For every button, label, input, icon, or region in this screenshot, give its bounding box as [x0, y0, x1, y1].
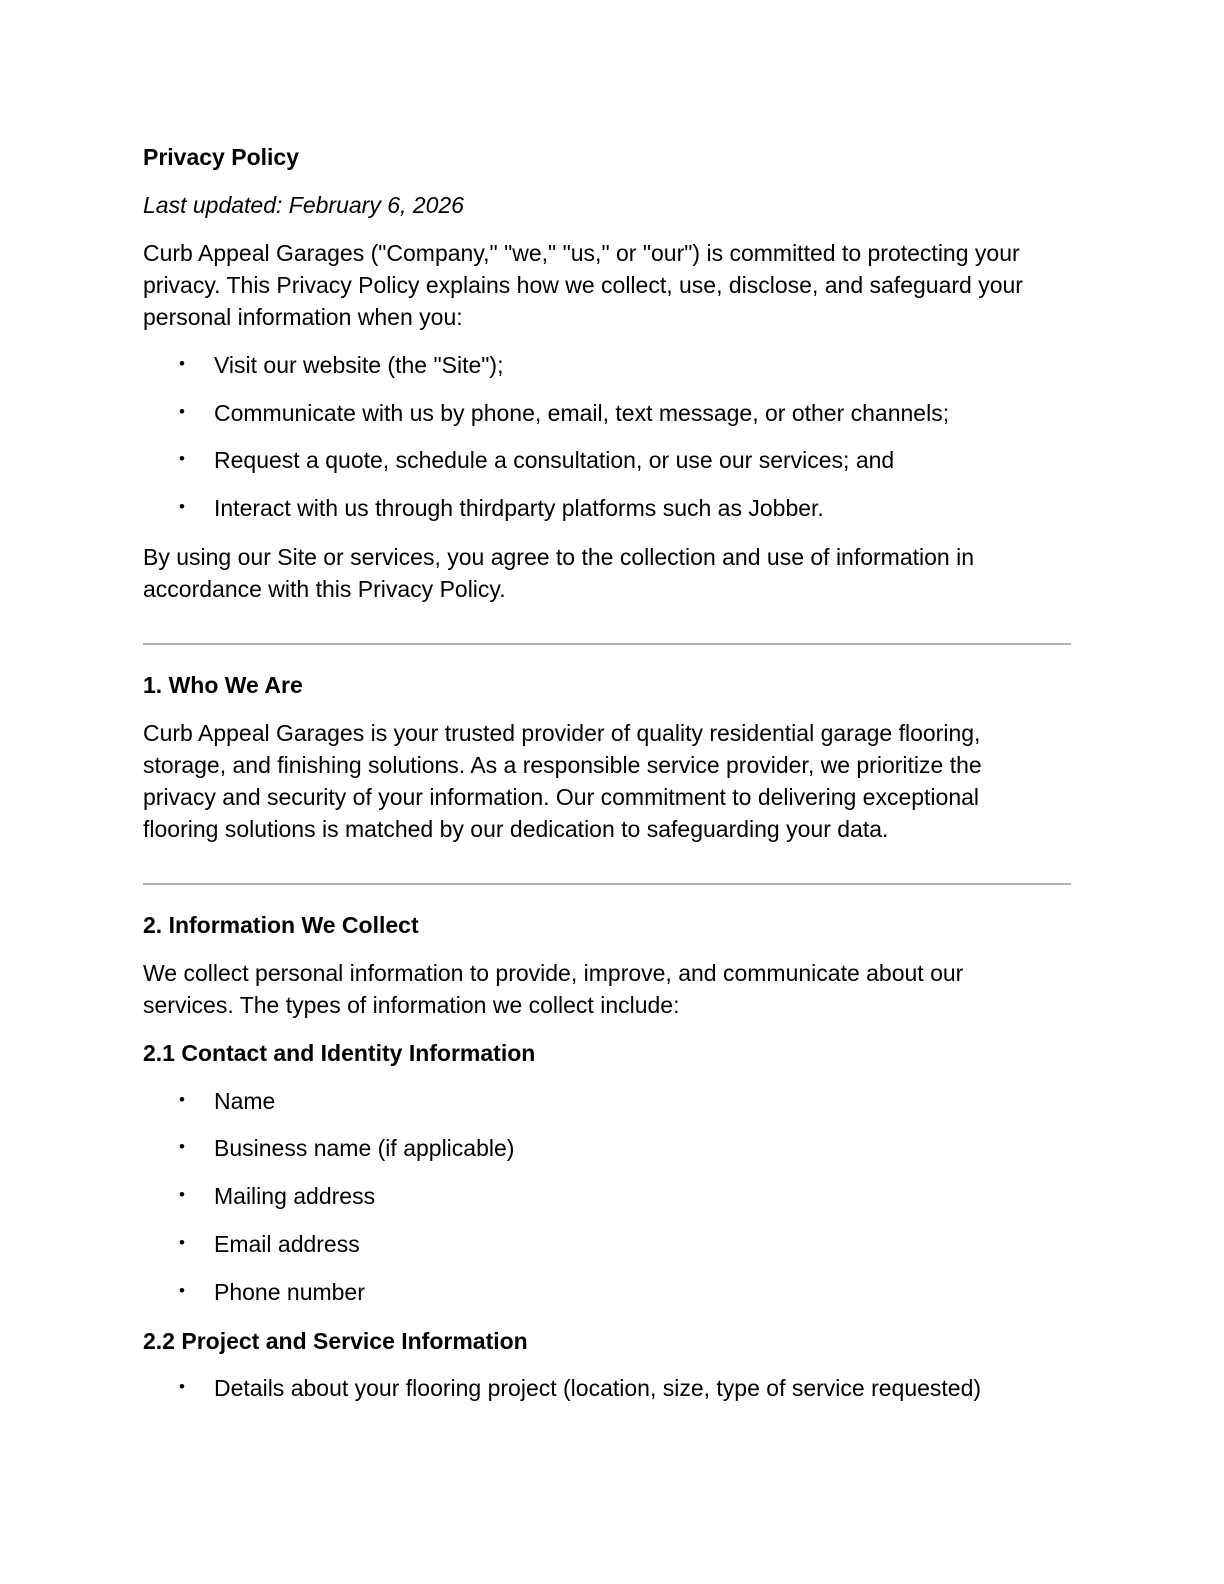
bullet-icon: • — [179, 354, 185, 373]
bullet-icon: • — [179, 1377, 185, 1396]
bullet-icon: • — [179, 497, 185, 516]
paragraph-line: services. The types of information we collect include: — [143, 992, 680, 1018]
list-item-text: Interact with us through thirdparty platforms such as Jobber. — [214, 495, 824, 521]
section-heading-who-we-are: 1. Who We Are — [143, 672, 303, 698]
paragraph-line: Curb Appeal Garages is your trusted provider of quality residential garage flooring, — [143, 720, 981, 746]
list-item-text: Email address — [214, 1231, 360, 1257]
paragraph-line: personal information when you: — [143, 304, 463, 330]
list-item-text: Phone number — [214, 1279, 365, 1305]
page-title: Privacy Policy — [143, 144, 299, 170]
subsection-heading-project-service: 2.2 Project and Service Information — [143, 1328, 528, 1354]
list-item-text: Details about your flooring project (location, size, type of service requested) — [214, 1375, 982, 1401]
paragraph-line: storage, and finishing solutions. As a responsible service provider, we prioritize the — [143, 752, 982, 778]
list-item-text: Request a quote, schedule a consultation, or use our services; and — [214, 447, 895, 473]
subsection-heading-contact-identity: 2.1 Contact and Identity Information — [143, 1040, 536, 1066]
list-item-text: Communicate with us by phone, email, text message, or other channels; — [214, 400, 950, 426]
last-updated-date: Last updated: February 6, 2026 — [143, 192, 464, 218]
list-item-text: Mailing address — [214, 1183, 376, 1209]
paragraph-line: privacy. This Privacy Policy explains how we collect, use, disclose, and safeguard your — [143, 272, 1023, 298]
paragraph-line: privacy and security of your information. Our commitment to delivering exceptional — [143, 784, 980, 810]
paragraph-line: Curb Appeal Garages ("Company," "we," "us," or "our") is committed to protecting your — [143, 240, 1020, 266]
bullet-icon: • — [179, 1233, 185, 1252]
bullet-icon: • — [179, 1185, 185, 1204]
section-divider — [143, 883, 1071, 885]
paragraph-line: By using our Site or services, you agree to the collection and use of information in — [143, 544, 975, 570]
bullet-icon: • — [179, 1137, 185, 1156]
bullet-icon: • — [179, 449, 185, 468]
list-item-text: Name — [214, 1088, 276, 1114]
bullet-icon: • — [179, 402, 185, 421]
paragraph-line: We collect personal information to provide, improve, and communicate about our — [143, 960, 964, 986]
section-heading-information-we-collect: 2. Information We Collect — [143, 912, 419, 938]
paragraph-line: flooring solutions is matched by our dedication to safeguarding your data. — [143, 816, 889, 842]
bullet-icon: • — [179, 1281, 185, 1300]
list-item-text: Visit our website (the "Site"); — [214, 352, 504, 378]
section-divider — [143, 643, 1071, 645]
paragraph-line: accordance with this Privacy Policy. — [143, 576, 506, 602]
list-item-text: Business name (if applicable) — [214, 1135, 515, 1161]
bullet-icon: • — [179, 1090, 185, 1109]
